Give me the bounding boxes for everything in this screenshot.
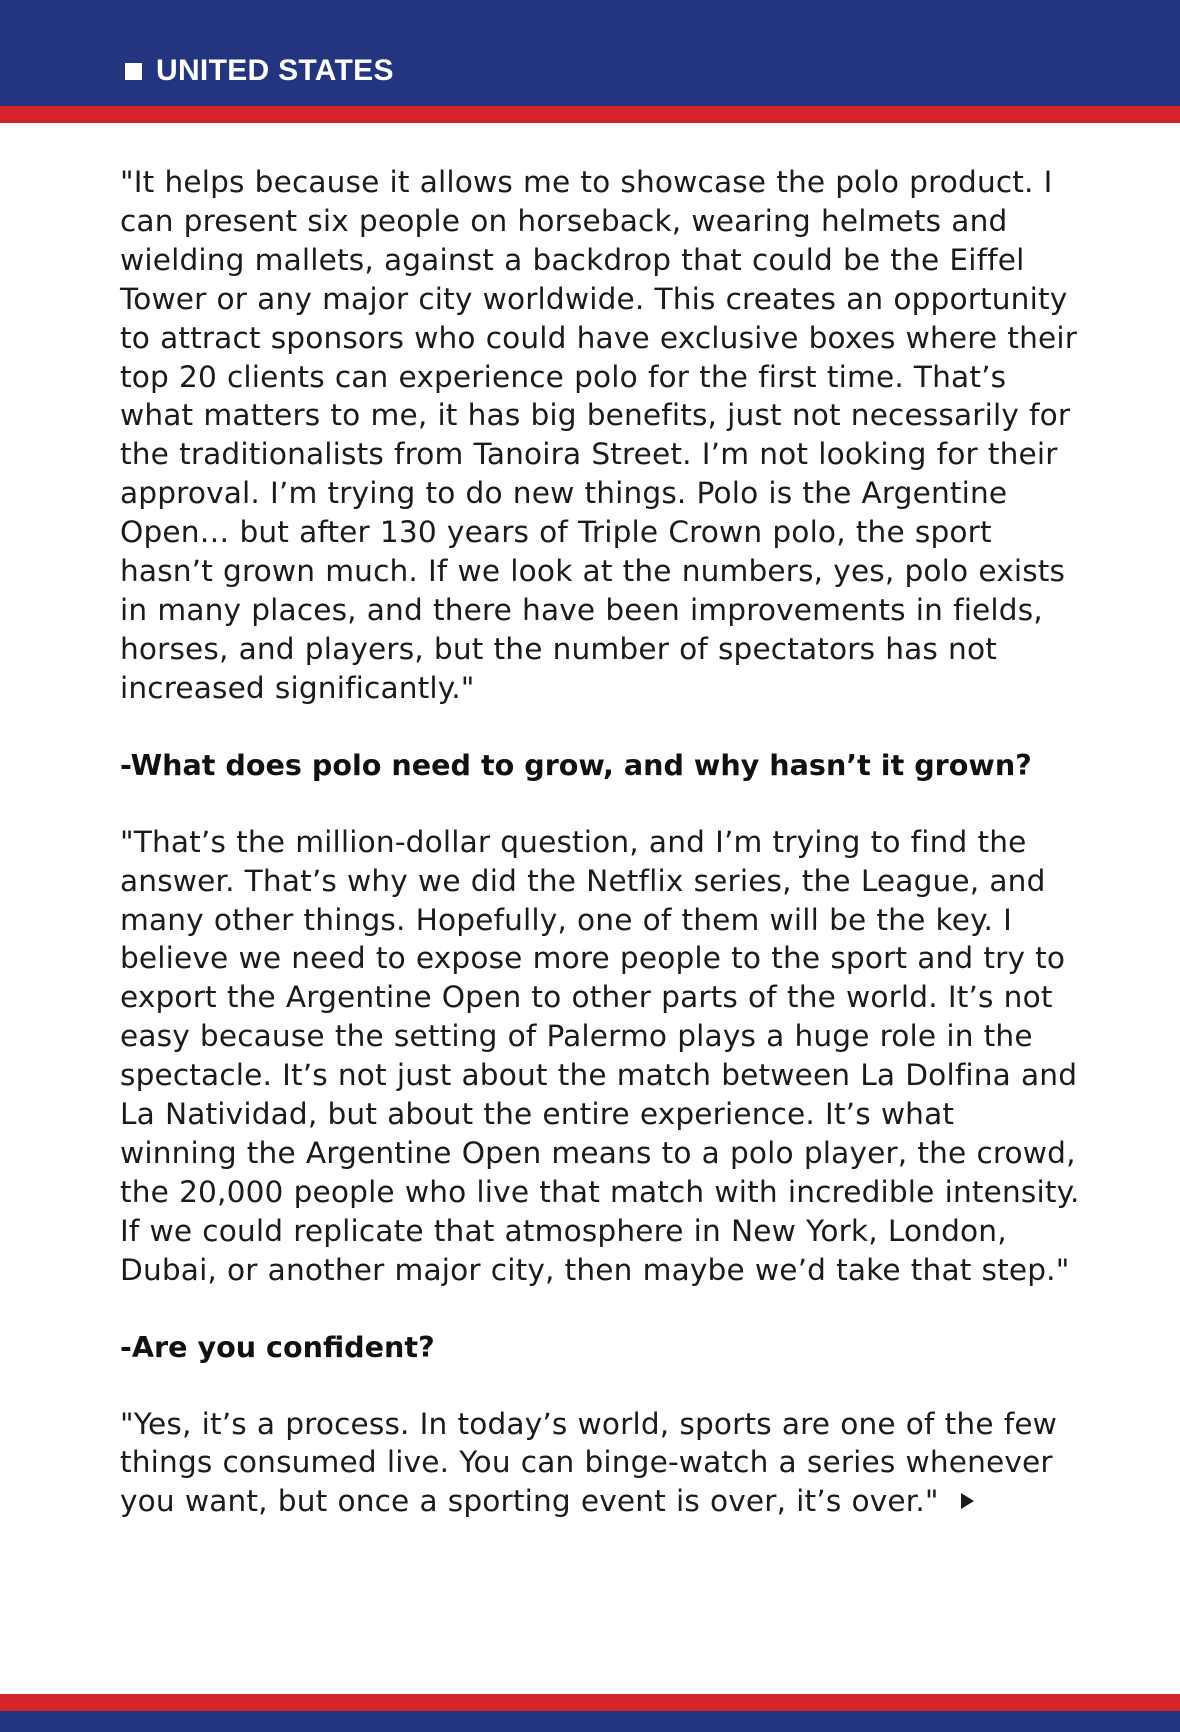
answer-paragraph-3 [120, 1405, 1080, 1522]
square-bullet-icon [125, 63, 142, 80]
footer-band [0, 1711, 1180, 1732]
header-red-stripe [0, 106, 1180, 123]
footer-red-stripe [0, 1694, 1180, 1711]
answer-paragraph-1: "It helps because it allows me to showcase the polo product. I can present six people on horseback, wearing helmets and wielding mallets, against a backdrop that could be the Eiffel Tower or any major city worldwide. This creates an opportunity to attract sponsors who could have exclusive boxes where their top 20 clients can experience polo for the first time. That’s what matters to me, it has big benefits, just not necessarily for the traditionalists from Tanoira Street. I’m not looking for their approval. I’m trying to do new things. Polo is the Argentine Open… but after 130 years of Triple Crown polo, the sport hasn’t grown much. If we look at the numbers, yes, polo exists in many places, and there have been improvements in fields, horses, and players, but the number of spectators has not increased significantly." [120, 165, 1078, 705]
interview-question-2: -Are you confident? [120, 1329, 435, 1364]
section-label: UNITED STATES [156, 54, 394, 87]
answer-paragraph-3-text: "Yes, it’s a process. In today’s world, sports are one of the few things consumed live. You can binge-watch a series whenever you want, but once a sporting event is over, it’s over." [120, 1406, 1058, 1519]
article-body [120, 163, 1080, 1521]
answer-paragraph-2: "That’s the million-dollar question, and I’m trying to find the answer. That’s why we did the Netflix series, the League, and many other things. Hopefully, one of them will be the key. I believe we need to expose more people to the sport and try to export the Argentine Open to other parts of the world. It’s not easy because the setting of Palermo plays a huge role in the spectacle. It’s not just about the match between La Dolfina and La Natividad, but about the entire experience. It’s what winning the Argentine Open means to a polo player, the crowd, the 20,000 people who live that match with incredible intensity. If we could replicate that atmosphere in New York, London, Dubai, or another major city, then maybe we’d take that step." [120, 824, 1080, 1287]
play-triangle-icon [961, 1493, 974, 1509]
interview-question-1: -What does polo need to grow, and why hasn’t it grown? [120, 747, 1032, 782]
